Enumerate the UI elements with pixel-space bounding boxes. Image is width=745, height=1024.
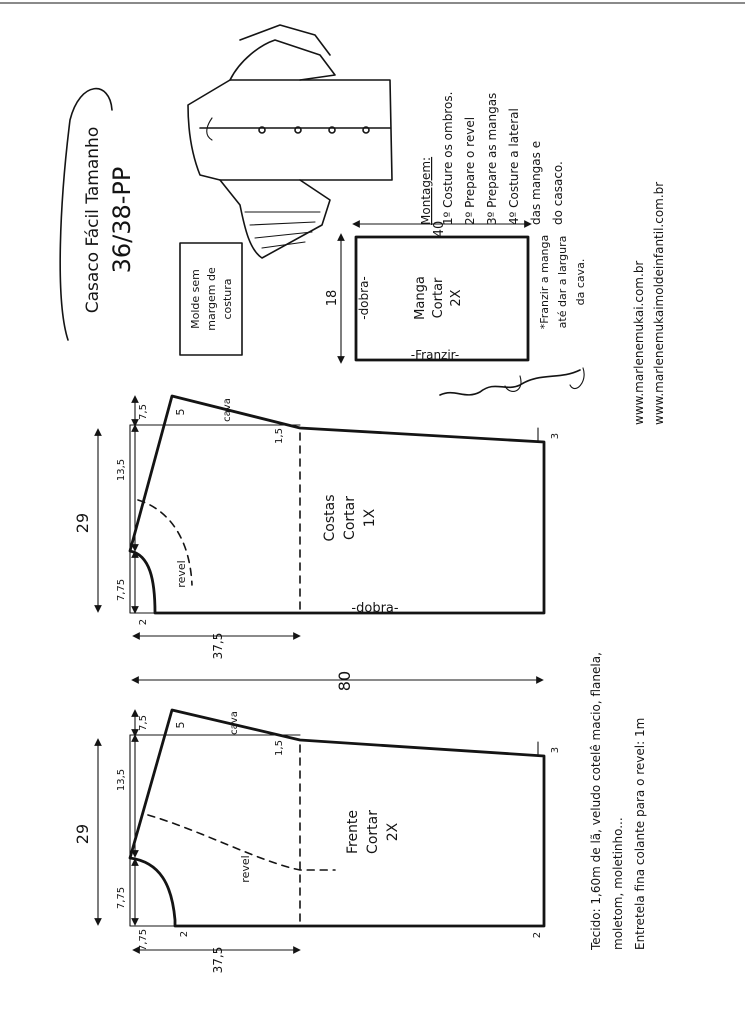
back-armhole-dim: 1,5 [274,428,285,444]
back-shoulder-len: 13,5 [116,458,127,482]
front-armhole-label: cava [229,711,240,735]
front-armhole-dim: 1,5 [274,740,285,756]
back-fold-label: -dobra- [351,601,399,616]
front-height-label: 29 [73,823,92,845]
length-label: 80 [335,670,354,692]
sleeve-cut1: Cortar [431,277,446,319]
sleeve-fold-label: -dobra- [357,276,371,320]
note-line2: margem de [205,267,218,331]
sleeve-piece [325,221,587,362]
montagem-step5: das mangas e [529,140,543,225]
back-shoulder-drop: 5 [174,408,187,416]
front-shoulder-raise: 7,5 [138,715,149,731]
front-hem-dim2: 2 [532,931,543,939]
title-block [83,127,136,313]
sleeve-name: Manga [413,276,428,320]
sleeve-cut2: 2X [449,289,464,307]
signature [440,368,584,395]
back-neck-label: 7,75 [116,578,127,602]
jacket-sketch [188,25,392,258]
note-box [189,267,234,331]
montagem-step2: 2º Prepare o revel [463,116,477,225]
back-height-label: 29 [73,512,92,534]
front-width-label: 37,5 [211,946,225,974]
front-shoulder-drop: 5 [174,721,187,729]
front-name: Frente [345,809,361,855]
fabric-line2: moletom, moletinho... [611,817,625,950]
montagem-step1: 1º Costure os ombros. [441,91,455,225]
back-cut1: Cortar [342,496,358,540]
back-hem-dim: 3 [550,432,561,440]
back-shoulder-raise: 7,5 [138,404,149,420]
fabric-line1: Tecido: 1,60m de lã, veludo cotelê macio, flanela, [589,652,603,950]
website-2: www.marlenemukaimoldeinfantil.com.br [652,181,666,425]
back-facing-label: revel [175,560,188,588]
front-outline [130,710,544,926]
title-line1: Casaco Fácil Tamanho [83,126,103,314]
website-1: www.marlenemukai.com.br [632,260,646,425]
back-name: Costas [322,494,338,542]
back-armhole-label: cava [222,398,233,422]
montagem-block [419,92,565,225]
note-line3: costura [221,278,234,320]
front-piece [73,710,561,973]
montagem-step6: do casaco. [551,161,565,225]
back-width-label: 37,5 [211,632,225,660]
sleeve-note1: *Franzir a manga [538,234,551,330]
back-piece [73,396,561,659]
front-shoulder-len: 13,5 [116,768,127,792]
back-cut2: 1X [362,508,378,528]
sleeve-height-label: 18 [325,289,340,307]
sleeve-gather-label: -Franzir- [410,348,460,362]
sleeve-note3: da cava. [574,258,587,306]
front-neck-depth: 7,75 [138,928,149,952]
front-neck-label: 7,75 [116,886,127,910]
sleeve-note2: até dar a largura [556,235,569,329]
back-neck-drop: 2 [138,618,149,626]
montagem-step3: 3º Prepare as mangas [485,92,499,225]
front-hem-dim: 3 [550,746,561,754]
websites-block [632,182,666,425]
note-line1: Molde sem [189,269,202,329]
front-cut2: 2X [385,822,401,842]
front-cut1: Cortar [365,810,381,854]
fabric-notes [589,652,647,951]
montagem-step4: 4º Costure a lateral [507,108,521,225]
montagem-heading: Montagem: [419,156,433,225]
fabric-line3: Entretela fina colante para o revel: 1m [633,717,647,950]
sleeve-width-label: 40 [432,220,447,238]
front-facing-label: revel [239,855,252,883]
title-line2: 36/38-PP [108,166,136,274]
front-center-dim: 2 [179,930,190,938]
